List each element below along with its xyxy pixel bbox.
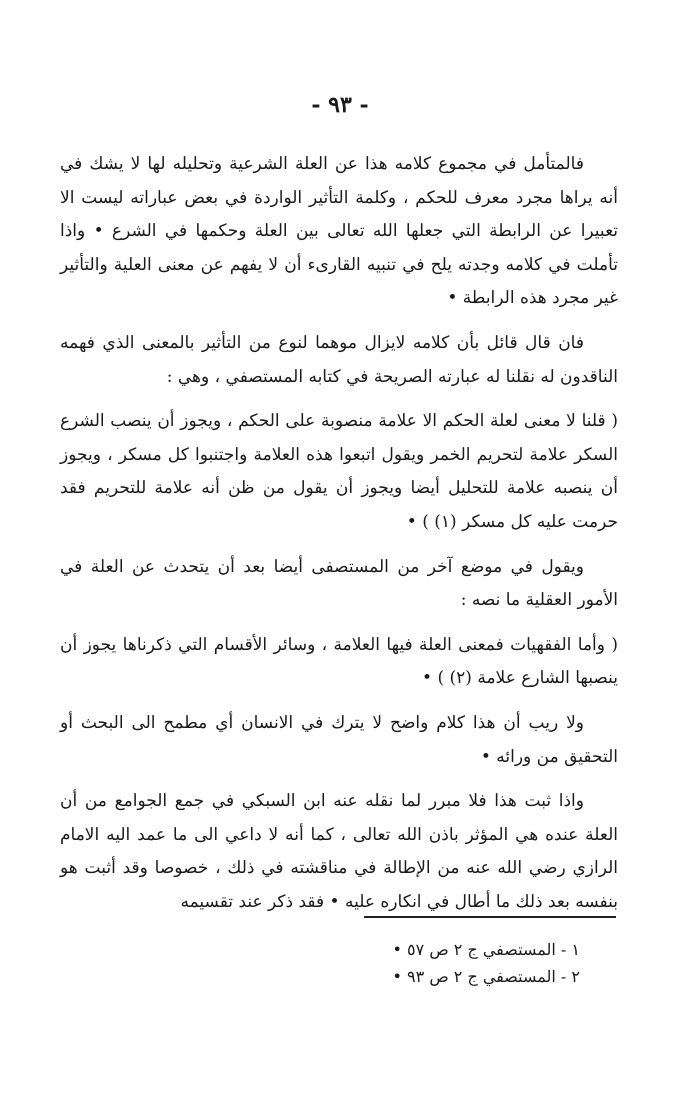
- paragraph: واذا ثبت هذا فلا مبرر لما نقله عنه ابن السبكي في جمع الجوامع من أن العلة عنده هي المؤثر باذن الله تعالى ، كما أنه لا داعي الى ما عمد اليه الامام الرازي رضي الله عنه من الإطالة في مناقشته في ذلك ، خصوصا وقد أثبت هو بنفسه بعد ذلك ما أطال في انكاره عليه • فقد ذكر عند تقسيمه: [60, 791, 618, 912]
- paragraph: ويقول في موضع آخر من المستصفى أيضا بعد أن يتحدث عن العلة في الأمور العقلية ما نصه :: [60, 556, 618, 611]
- quote-paragraph: ( وأما الفقهيات فمعنى العلة فيها العلامة ، وسائر الأقسام التي ذكرناها يجوز أن ينصبها الشارع علامة (٢) ) •: [60, 634, 618, 689]
- footnote-divider: [364, 916, 616, 918]
- paragraph: فان قال قائل بأن كلامه لايزال موهما لنوع من التأثير بالمعنى الذي فهمه الناقدون له نقلنا له عبارته الصريحة في كتابه المستصفي ، وهي :: [60, 332, 618, 387]
- footnote: ٢ - المستصفي ج ٢ ص ٩٣ •: [392, 967, 580, 986]
- page-number: - ٩٣ -: [311, 92, 369, 118]
- paragraph: ولا ريب أن هذا كلام واضح لا يترك في الانسان أي مطمح الى البحث أو التحقيق من ورائه •: [60, 712, 618, 767]
- footnotes: [200, 936, 580, 990]
- footnote: ١ - المستصفي ج ٢ ص ٥٧ •: [392, 940, 580, 959]
- quote-paragraph: ( قلنا لا معنى لعلة الحكم الا علامة منصوبة على الحكم ، ويجوز أن ينصب الشرع السكر علامة لتحريم الخمر ويقول اتبعوا هذه العلامة واجتنبوا كل مسكر ، ويجوز أن ينصبه علامة للتحليل أيضا ويجوز أن يقول من ظن أنه علامة للتحريم فقد حرمت عليه كل مسكر (١) ) •: [60, 411, 618, 532]
- paragraph: فالمتأمل في مجموع كلامه هذا عن العلة الشرعية وتحليله لها لا يشك في أنه يراها مجرد معرف للحكم ، وكلمة التأثير الواردة في بعض عباراته ليست الا تعبيرا عن الرابطة التي جعلها الله تعالى بين العلة وحكمها في الشرع • واذا تأملت في كلامه وجدته يلح في تنبيه القارىء أن لا يفهم عن معنى العلية والتأثير غير مجرد هذه الرابطة •: [60, 154, 618, 309]
- body-text: [60, 148, 618, 919]
